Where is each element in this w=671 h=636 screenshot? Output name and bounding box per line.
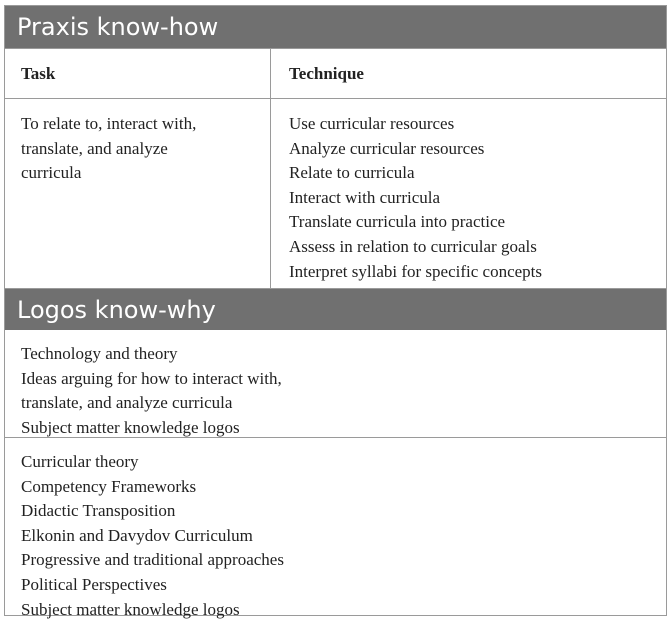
technique-item: Relate to curricula xyxy=(289,163,415,183)
theory-cell xyxy=(5,438,300,619)
technology-line: Ideas arguing for how to interact with, xyxy=(21,368,282,388)
praxis-section-header: Praxis know-how xyxy=(5,6,666,48)
technique-cell xyxy=(271,99,666,288)
technique-item: Interact with curricula xyxy=(289,187,441,207)
task-column-header: Task xyxy=(5,49,271,98)
theory-item: Political Perspectives xyxy=(21,574,167,594)
technology-line: translate, and analyze curricula xyxy=(21,393,233,413)
theory-item: Didactic Transposition xyxy=(21,501,176,521)
task-line: To relate to, interact with, xyxy=(21,114,197,133)
technique-item: Assess in relation to curricular goals xyxy=(289,236,537,256)
theory-row xyxy=(5,437,666,619)
task-cell xyxy=(5,99,271,288)
technique-item: Use curricular resources xyxy=(289,114,455,133)
technique-column-header: Technique xyxy=(289,64,364,83)
task-line: translate, and analyze xyxy=(21,138,168,158)
theory-item: Elkonin and Davydov Curriculum xyxy=(21,525,253,545)
technique-item: Analyze curricular resources xyxy=(289,138,485,158)
technique-item: Translate curricula into practice xyxy=(289,212,506,232)
technology-line: Subject matter knowledge logos xyxy=(21,417,240,437)
theory-item: Curricular theory xyxy=(21,452,139,471)
theory-item: Progressive and traditional approaches xyxy=(21,550,284,570)
logos-section-header: Logos know-why xyxy=(5,288,666,330)
theory-item: Competency Frameworks xyxy=(21,476,197,496)
column-header-row xyxy=(5,48,666,98)
task-line: curricula xyxy=(21,163,82,183)
technique-item: Interpret syllabi for specific concepts xyxy=(289,261,543,281)
technology-theory-cell xyxy=(5,330,298,437)
technology-line: Technology and theory xyxy=(21,344,178,363)
technology-theory-row xyxy=(5,330,666,437)
praxis-body-row xyxy=(5,98,666,288)
praxeology-table xyxy=(4,5,667,619)
theory-item: Subject matter knowledge logos xyxy=(21,599,240,619)
